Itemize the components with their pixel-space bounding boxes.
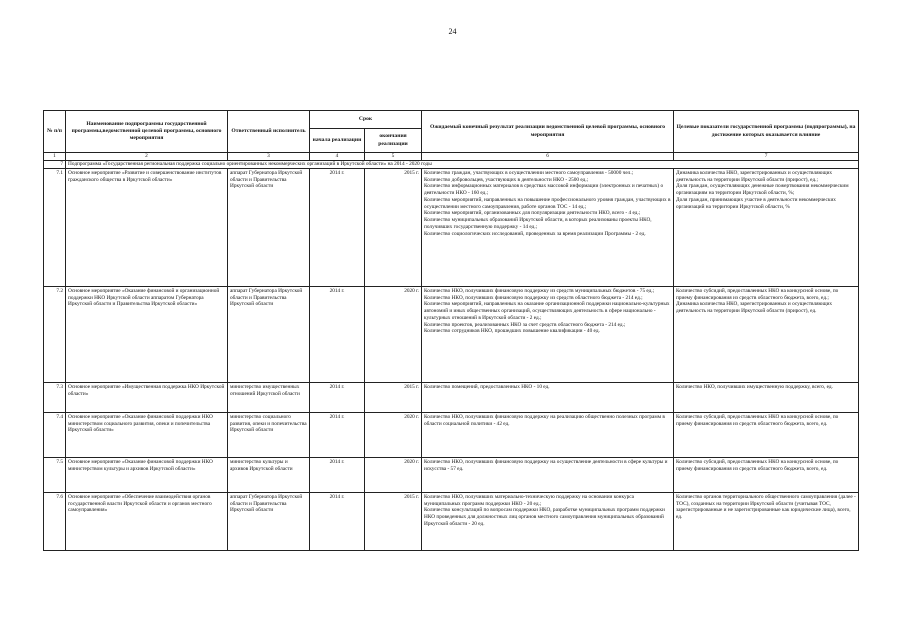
table-row [44, 458, 859, 493]
row-result: Количество НКО, получивших материально-техническую поддержку на основании конкурса муниципальных программ поддержки НКО - 20 ед.; Количество консультаций по вопросам поддержки НКО, разработке муниципальных программ поддержки НКО проведенных для должностных лиц органов местного самоуправления муниципальных образований Иркутской области - 20 ед. [422, 493, 674, 551]
header-responsible: Ответственный исполнитель [228, 111, 310, 153]
row-name: Основное мероприятие «Развитие и совершенствование институтов гражданского общества в Иркутской области» [66, 169, 228, 287]
row-indicators: Количество субсидий, предоставленных НКО на конкурсной основе, по приему финансирования из средств областного бюджета, всего, ед. [674, 458, 859, 493]
row-result: Количество НКО, получивших финансовую поддержку на реализацию общественно полезных программ в области социальной политики - 42 ед. [422, 413, 674, 458]
row-responsible: министерство социального развития, опеки и попечительства Иркутской области [228, 413, 310, 458]
header-result: Ожидаемый конечный результат реализации ведомственной целевой программы, основного мероприятия [422, 111, 674, 153]
row-indicators: Количество НКО, получивших имущественную поддержку, всего, ед. [674, 383, 859, 413]
col-number: 5 [365, 153, 422, 161]
page-number: 24 [448, 27, 457, 36]
row-indicators: Количество субсидий, предоставленных НКО на конкурсной основе, по приему финансирования из средств областного бюджета, всего, ед.; Динамика количества НКО, зарегистрированных и осуществляющих деятельность на территории Иркутской области (прирост), ед. [674, 287, 859, 383]
row-start: 2014 г. [310, 383, 365, 413]
row-start: 2014 г. [310, 493, 365, 551]
row-responsible: аппарат Губернатора Иркутской области и Правительства Иркутской области [228, 169, 310, 287]
row-responsible: министерство имущественных отношений Иркутской области [228, 383, 310, 413]
row-name: Основное мероприятие «Обеспечение взаимодействия органов государственной власти Иркутской области и органов местного самоуправления» [66, 493, 228, 551]
col-number: 2 [66, 153, 228, 161]
row-num: 7.2 [44, 287, 66, 383]
row-indicators: Динамика количества НКО, зарегистрированных и осуществляющих деятельность на территории Иркутской области (прирост), ед.; Доля граждан, осуществляющих денежные пожертвования некоммерческим организациям на территории Иркутской области, %; Доля граждан, принимающих участие в деятельности некоммерческих организаций на территории Иркутской области, % [674, 169, 859, 287]
row-end: 2015 г. [365, 383, 422, 413]
section-title: Подпрограмма «Государственная региональная поддержка социально ориентированных некоммерческих организаций в Иркутской области» на 2014 - 2020 годы [66, 160, 859, 169]
row-end: 2015 г. [365, 493, 422, 551]
program-table [43, 110, 859, 551]
col-number: 7 [674, 153, 859, 161]
column-numbers-row [44, 153, 859, 161]
row-responsible: министерство культуры и архивов Иркутской области [228, 458, 310, 493]
section-num: 7 [44, 160, 66, 169]
row-num: 7.6 [44, 493, 66, 551]
table-row [44, 493, 859, 551]
col-number: 6 [422, 153, 674, 161]
row-start: 2014 г. [310, 458, 365, 493]
row-start: 2014 г. [310, 169, 365, 287]
header-start: начала реализации [310, 129, 365, 153]
row-name: Основное мероприятие «Оказание финансовой и организационной поддержки НКО Иркутской области аппаратом Губернатора Иркутской области и Правительства Иркутской области» [66, 287, 228, 383]
row-num: 7.4 [44, 413, 66, 458]
row-responsible: аппарат Губернатора Иркутской области и Правительства Иркутской области [228, 287, 310, 383]
row-num: 7.5 [44, 458, 66, 493]
header-indicators: Целевые показатели государственной программы (подпрограммы), на достижение которых оказывается влияние [674, 111, 859, 153]
row-responsible: аппарат Губернатора Иркутской области и Правительства Иркутской области [228, 493, 310, 551]
row-num: 7.3 [44, 383, 66, 413]
row-result: Количество НКО, получивших финансовую поддержку из средств муниципальных бюджетов - 75 ед.; Количество НКО, получивших финансовую поддержку из средств областного бюджета - 214 ед.; Количество мероприятий, направленных на оказание организационной поддержки национально-культурных автономий и иных общественных организаций, осуществляющих деятельность в сфере национально - культурных отношений в Иркутской области - 2 ед.; Количество проектов, реализованных НКО за счет средств областного бюджета - 214 ед.; Количество сотрудников НКО, прошедших повышение квалификации - 40 ед. [422, 287, 674, 383]
section-row [44, 160, 859, 169]
row-name: Основное мероприятие «Оказание финансовой поддержки НКО министерством культуры и архивов Иркутской области» [66, 458, 228, 493]
row-end: 2020 г. [365, 458, 422, 493]
row-name: Основное мероприятие «Оказание финансовой поддержки НКО министерством социального развития, опеки и попечительства Иркутской области» [66, 413, 228, 458]
table-row [44, 287, 859, 383]
header-end: окончания реализации [365, 129, 422, 153]
row-name: Основное мероприятие «Имущественная поддержка НКО Иркутской области» [66, 383, 228, 413]
row-result: Количество граждан, участвующих в осуществлении местного самоуправления - 50000 чел.; Количество добровольцев, участвующих в деятельности НКО - 2500 ед.; Количество информационных материалов в средствах массовой информации (электронных и печатных) о деятельности НКО - 160 ед.; Количество мероприятий, направленных на повышение профессионального уровня граждан, участвующих в осуществлении местного самоуправления, работе органов ТОС - 14 ед.; Количество мероприятий, организованных для популяризации деятельности НКО, всего - 4 ед.; Количество муниципальных образований Иркутской области, в которых реализованы проекты НКО, получивших государственную поддержку - 14 ед.; Количество социологических исследований, проведенных за время реализации Программы - 2 ед. [422, 169, 674, 287]
row-indicators: Количество органов территориального общественного самоуправления (далее - ТОС), созданных на территории Иркутской области (учитывая ТОС, зарегистрированные и не зарегистрированные как юридические лица), всего, ед. [674, 493, 859, 551]
col-number: 3 [228, 153, 310, 161]
row-start: 2014 г. [310, 413, 365, 458]
header-term: Срок [310, 111, 422, 129]
row-indicators: Количество субсидий, предоставленных НКО на конкурсной основе, по приему финансирования из средств областного бюджета, всего, ед. [674, 413, 859, 458]
col-number: 4 [310, 153, 365, 161]
row-result: Количество НКО, получивших финансовую поддержку на осуществление деятельности в сфере культуры и искусства - 57 ед. [422, 458, 674, 493]
row-end: 2015 г. [365, 169, 422, 287]
table-row [44, 169, 859, 287]
table-row [44, 383, 859, 413]
row-num: 7.1 [44, 169, 66, 287]
row-end: 2020 г. [365, 287, 422, 383]
row-result: Количество помещений, предоставленных НКО - 10 ед. [422, 383, 674, 413]
header-row [44, 111, 859, 129]
col-number: 1 [44, 153, 66, 161]
header-num: № п/п [44, 111, 66, 153]
header-name: Наименование подпрограммы государственной программы,ведомственной целевой программы, основного мероприятия [66, 111, 228, 153]
row-start: 2014 г. [310, 287, 365, 383]
table-row [44, 413, 859, 458]
row-end: 2020 г. [365, 413, 422, 458]
